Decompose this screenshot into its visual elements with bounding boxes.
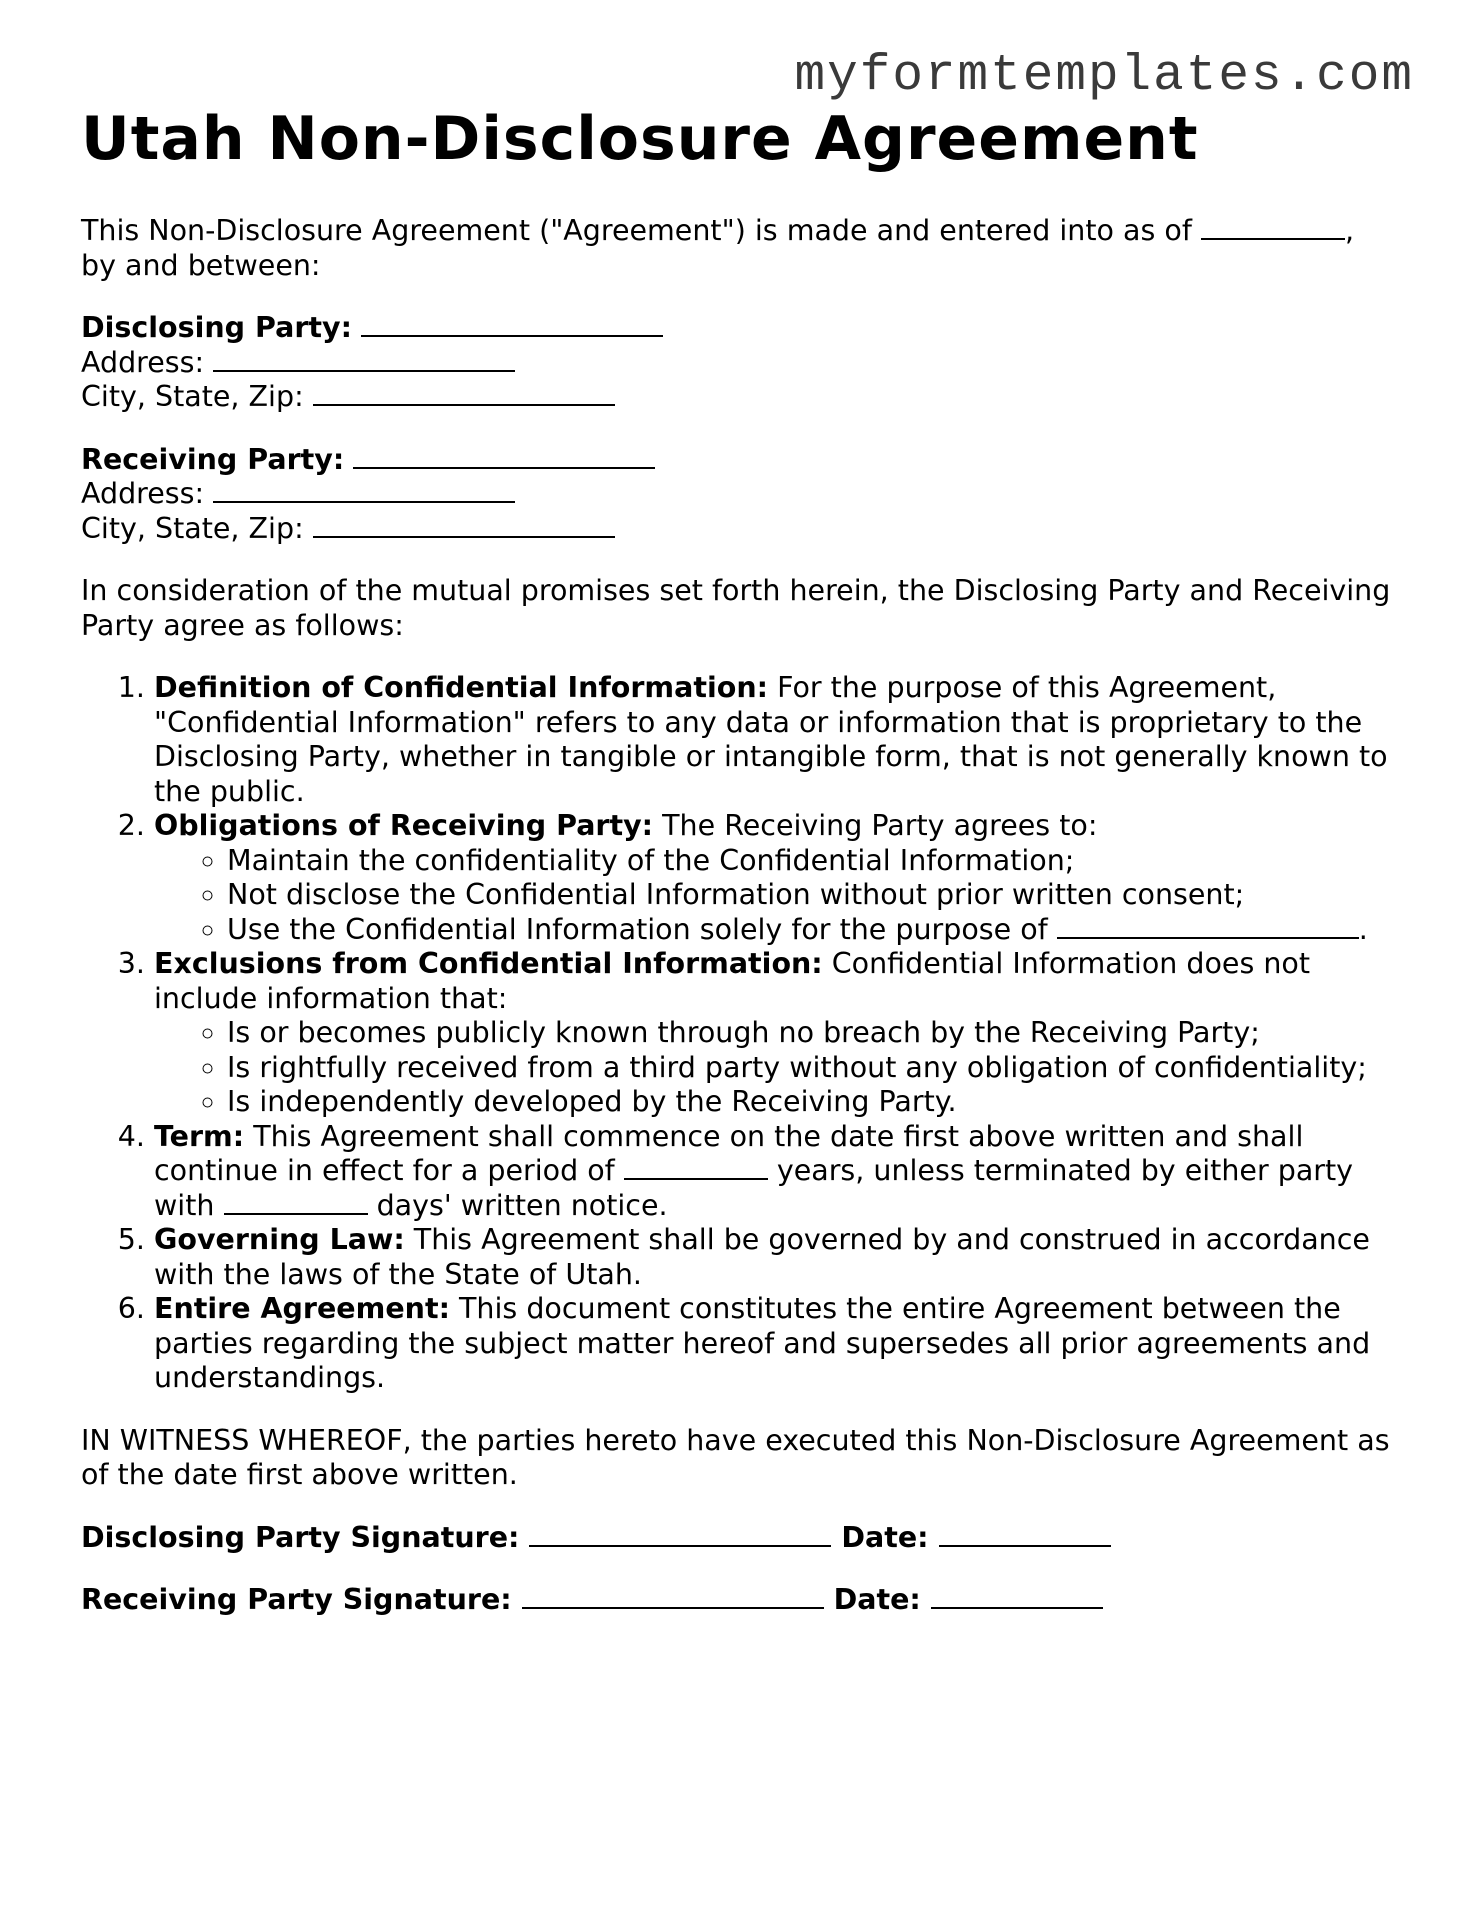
receiving-signature-blank[interactable] <box>522 1583 824 1609</box>
clause-governing-law <box>154 1223 1411 1292</box>
term-years-blank[interactable] <box>624 1154 768 1180</box>
intro-text: This Non-Disclosure Agreement ("Agreement") is made and entered into as of <box>81 214 1192 247</box>
clause-text: This Agreement shall commence on the date first above written and shall continue in effect for a period of <box>154 1119 1304 1187</box>
disclosing-city-label: City, State, Zip: <box>81 380 304 413</box>
list-item-period: . <box>1358 912 1368 946</box>
receiving-address-blank[interactable] <box>213 477 515 503</box>
notice-days-blank[interactable] <box>224 1189 368 1215</box>
list-item: ◦ Is rightfully received from a third party without any obligation of confidentiality; <box>227 1051 1411 1086</box>
list-item: ◦ Is independently developed by the Receiving Party. <box>227 1085 1411 1120</box>
watermark: myformtemplates.com <box>794 48 1414 105</box>
clause-heading: Exclusions from Confidential Information: <box>154 947 823 980</box>
list-item: ◦ Not disclose the Confidential Information without prior written consent; <box>227 878 1411 913</box>
receiving-party-block <box>81 443 1411 547</box>
list-item: ◦ Is or becomes publicly known through no breach by the Receiving Party; <box>227 1016 1411 1051</box>
agreement-date-blank[interactable] <box>1201 214 1345 240</box>
disclosing-date-blank[interactable] <box>939 1521 1111 1547</box>
receiving-city-label: City, State, Zip: <box>81 511 304 545</box>
clause-text: years, unless terminated by either party with <box>154 1154 1354 1222</box>
clause-heading: Term: <box>154 1119 245 1153</box>
document-body <box>81 100 1411 1646</box>
disclosing-address-label: Address: <box>81 345 205 379</box>
disclosing-date-label: Date: <box>841 1520 929 1554</box>
receiving-city-blank[interactable] <box>313 512 615 538</box>
clause-term <box>154 1120 1411 1224</box>
clause-text: For the purpose of this Agreement, "Confidential Information" refers to any data or information that is proprietary to the Disclosing Party, whether in tangible or intangible form, that is not generally known to the public. <box>154 671 1388 808</box>
receiving-signature-label: Receiving Party Signature: <box>81 1583 512 1616</box>
list-item <box>227 913 1411 948</box>
disclosing-party-label: Disclosing Party: <box>81 311 352 344</box>
disclosing-party-name-blank[interactable] <box>361 311 663 337</box>
document-title: Utah Non-Disclosure Agreement <box>81 104 1199 174</box>
receiving-signature-line <box>81 1583 1411 1618</box>
witness-paragraph: IN WITNESS WHEREOF, the parties hereto have executed this Non-Disclosure Agreement as of the date first above written. <box>81 1423 1390 1491</box>
clause-heading: Governing Law: <box>154 1223 405 1256</box>
clause-entire-agreement <box>154 1292 1411 1396</box>
receiving-address-label: Address: <box>81 477 205 510</box>
receiving-date-blank[interactable] <box>931 1583 1103 1609</box>
exclusions-sublist <box>154 1016 1411 1120</box>
clause-exclusions <box>154 947 1411 1120</box>
disclosing-address-blank[interactable] <box>213 346 515 372</box>
clause-heading: Entire Agreement: <box>154 1292 450 1325</box>
clause-text: The Receiving Party agrees to: <box>653 809 1098 842</box>
disclosing-city-blank[interactable] <box>313 380 615 406</box>
receiving-party-label: Receiving Party: <box>81 442 345 476</box>
disclosing-signature-label: Disclosing Party Signature: <box>81 1520 520 1554</box>
clause-text: This document constitutes the entire Agreement between the parties regarding the subject matter hereof and supersedes all prior agreements and understandings. <box>154 1292 1371 1394</box>
purpose-blank[interactable] <box>1057 913 1359 939</box>
receiving-date-label: Date: <box>833 1583 921 1616</box>
clause-heading: Definition of Confidential Information: <box>154 671 769 704</box>
intro-paragraph <box>81 214 1411 283</box>
disclosing-signature-line <box>81 1521 1411 1556</box>
clause-obligations <box>154 809 1411 947</box>
disclosing-party-block <box>81 311 1411 415</box>
clause-text: This Agreement shall be governed by and construed in accordance with the laws of the State of Utah. <box>154 1223 1370 1291</box>
intro-comma: , <box>1344 214 1354 247</box>
clause-text: Confidential Information does not include information that: <box>154 947 1311 1015</box>
clause-text: days' written notice. <box>367 1188 668 1222</box>
intro-line2: by and between: <box>81 248 321 282</box>
clauses-list <box>81 671 1411 1396</box>
disclosing-signature-blank[interactable] <box>529 1521 831 1547</box>
receiving-party-name-blank[interactable] <box>353 443 655 469</box>
clause-heading: Obligations of Receiving Party: <box>154 809 654 842</box>
consideration-paragraph: In consideration of the mutual promises set forth herein, the Disclosing Party and Receiving Party agree as follows: <box>81 574 1391 642</box>
obligations-sublist <box>154 844 1411 948</box>
list-item: ◦ Maintain the confidentiality of the Confidential Information; <box>227 844 1411 879</box>
list-item-text: Use the Confidential Information solely for the purpose of <box>227 912 1048 946</box>
clause-definition <box>154 671 1411 809</box>
